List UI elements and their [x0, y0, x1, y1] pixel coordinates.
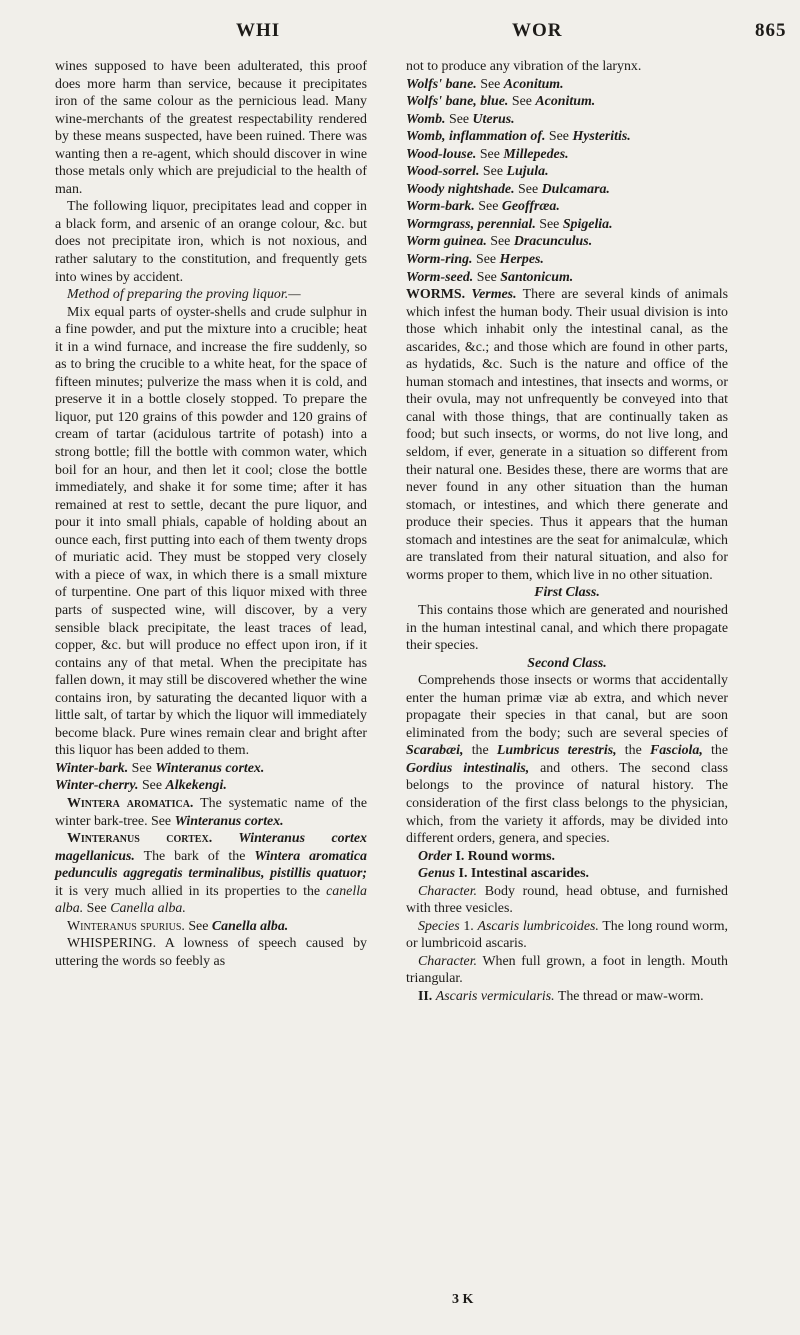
entry-womb-inflammation: Womb, inflammation of. See Hysteritis.: [406, 129, 631, 145]
entry-wormgrass: Wormgrass, perennial. See Spigelia.: [406, 216, 613, 232]
continuation-text: not to produce any vibration of the larynx.: [406, 59, 642, 74]
entry-wood-sorrel: Wood-sorrel. See Lujula.: [406, 164, 549, 180]
paragraph-wine-proof: wines supposed to have been adulterated, this proof does more harm than service, because it precipitates iron of the same colour as the pernicious lead. Many wine-merchants of the greatest respectability rendered by these means suspected, have been ruined. There was wanting then a re-agent, which should discover in wine those metals only which are prejudicial to the health of man.: [55, 59, 367, 197]
first-class-text: This contains those which are generated and nourished in the human intestinal canal, and which there propagate their species.: [406, 602, 728, 654]
entry-wintera-aromatica: Wintera aromatica. The systematic name of the winter bark-tree. See Winteranus cortex.: [55, 795, 367, 829]
entry-worm-ring: Worm-ring. See Herpes.: [406, 252, 544, 268]
second-class-heading: Second Class.: [527, 655, 607, 671]
first-class-heading: First Class.: [534, 585, 600, 601]
signature-mark: 3 K: [452, 1292, 474, 1307]
species-line-2: II. Ascaris vermicularis. The thread or maw-worm.: [418, 988, 704, 1004]
entry-worm-seed: Worm-seed. See Santonicum.: [406, 269, 574, 285]
entry-winteranus-spurius: Winteranus spurius. See Canella alba.: [67, 918, 289, 934]
entry-wolfs-bane: Wolfs' bane. See Aconitum.: [406, 76, 564, 92]
paragraph-liquor: The following liquor, precipitates lead and copper in a black form, and arsenic of an orange colour, &c. but does not precipitate iron, which is not noxious, and rather salutary to the constitution, and frequently gets into wines by accident.: [55, 199, 367, 285]
entry-worms: WORMS. Vermes. There are several kinds of animals which infest the human body. Their usual division is into those which inhabit only the intestinal canal, as the ascarides, &c.; and those which are found in other parts, as hydatids, &c. Such is the nature and office of the human stomach and intestines, that insects and worms, or their ovula, may not unfrequently be conveyed into that canal with those things, that are continually taken as food; but such insects, or worms, do not live long, and seldom, if ever, generate in a situation so different from their natural one. Besides these, there are worms that are never found in any other situation than the human stomach, or intestines, and which there generate and produce their species. Thus it appears that the human stomach and intestines are the seat for animalculæ, which are translated from their natural situation, and also for worms proper to them, which live in no other situation.: [406, 287, 729, 583]
species-line: Species 1. Ascaris lumbricoides. The long round worm, or lumbricoid ascaris.: [406, 918, 729, 952]
entry-winter-cherry: Winter-cherry. See Alkekengi.: [55, 778, 227, 794]
left-column: [55, 58, 367, 970]
paragraph-method: Mix equal parts of oyster-shells and crude sulphur in a fine powder, and put the mixture into a crucible; heat it in a wind furnace, and increase the fire suddenly, so as to bring the crucible to a white heat, for the space of fifteen minutes; pulverize the mass when it is cold, and preserve it in a bottle closely stopped. To prepare the liquor, put 120 grains of this powder and 120 grains of cream of tartar (acidulous tartrite of potash) into a strong bottle; fill the bottle with common water, which boil for an hour, and then let it cool; close the bottle immediately, and shake it for some time; after it has remained at rest to settle, decant the pure liquor, and pour it into small phials, capable of holding about an ounce each, first putting into each of them twenty drops of muriatic acid. They must be stopped very closely with a piece of wax, in which there is a small mixture of turpentine. One part of this liquor mixed with three parts of suspected wine, will discover, by a very sensible black precipitate, the least traces of lead, copper, &c. but will produce no effect upon iron, if it contains any of that metal. When the precipitate has fallen down, it may still be discovered whether the wine contains iron, by saturating the decanted liquor with a little salt, of tartar by which the liquor will immediately become black. Pure wines remain clear and bright after this liquor has been added to them.: [55, 304, 367, 759]
entry-winter-bark: Winter-bark. See Winteranus cortex.: [55, 760, 265, 776]
second-class-text: Comprehends those insects or worms that accidentally enter the human primæ viæ ab extra, and which never propagate their species in that canal, but are soon eliminated from the body; such are several species of Scarabæi, the Lumbricus terestris, the Fasciola, the Gordius intestinalis, and others. The second class belongs to the province of natural history. The consideration of the first class belongs to the physician, which, from the variety it affords, may be divided into different orders, genera, and species.: [406, 673, 728, 847]
entry-wolfs-bane-blue: Wolfs' bane, blue. See Aconitum.: [406, 94, 596, 110]
entry-worm-bark: Worm-bark. See Geoffræa.: [406, 199, 560, 215]
order-line: Order I. Round worms.: [418, 848, 556, 864]
entry-whispering: WHISPERING. A lowness of speech caused by uttering the words so feebly as: [55, 936, 367, 969]
right-column: [406, 58, 728, 1006]
entry-winteranus-cortex: Winteranus cortex. Winteranus cortex magellanicus. The bark of the Wintera aromatica pedunculis aggregatis terminalibus, pistillis quatuor; it is very much allied in its properties to the canella alba. See Canella alba.: [55, 831, 367, 917]
running-head-right: WOR: [512, 20, 563, 41]
running-head-left: WHI: [236, 20, 281, 41]
entry-woody-nightshade: Woody nightshade. See Dulcamara.: [406, 181, 610, 197]
entry-wood-louse: Wood-louse. See Millepedes.: [406, 146, 569, 162]
method-heading: Method of preparing the proving liquor.—: [67, 287, 301, 303]
entry-worm-guinea: Worm guinea. See Dracunculus.: [406, 234, 593, 250]
character-line: Character. Body round, head obtuse, and furnished with three vesicles.: [406, 883, 728, 917]
character-line-2: Character. When full grown, a foot in length. Mouth triangular.: [406, 953, 728, 987]
entry-womb: Womb. See Uterus.: [406, 111, 515, 127]
genus-line: Genus I. Intestinal ascarides.: [418, 866, 589, 882]
page-number: 865: [755, 20, 787, 41]
